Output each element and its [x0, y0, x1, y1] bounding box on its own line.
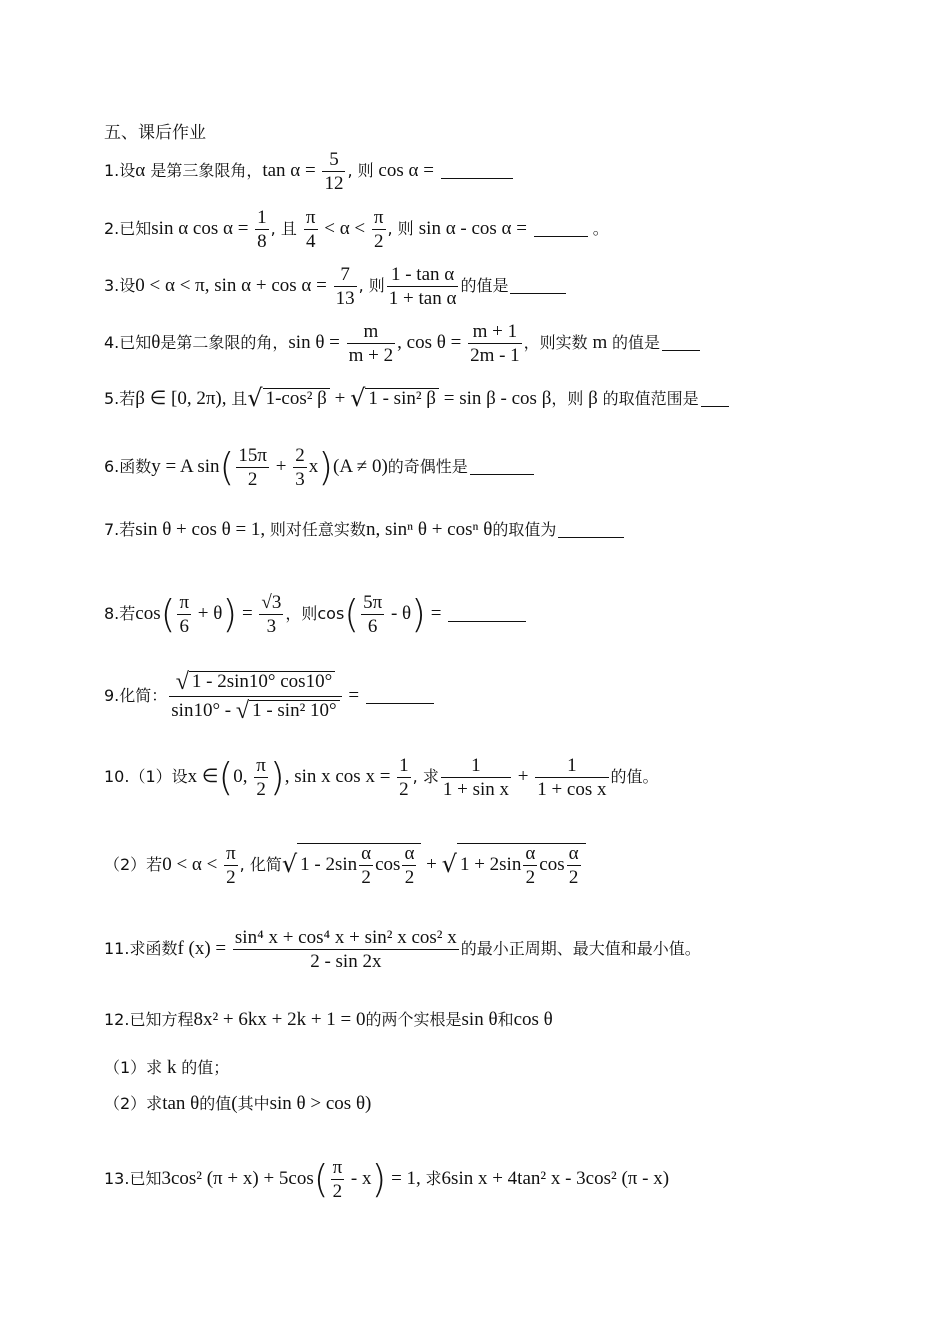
problem-label: 5.若 — [104, 389, 136, 408]
answer-blank[interactable] — [701, 405, 729, 407]
problem-7: 7.若sin θ + cos θ = 1, 则对任意实数n, sinⁿ θ + cosⁿ θ的取值为 — [104, 520, 904, 539]
problem-9: 9.化简： $\frac{√ 1 - 2\sin 10^\circ \cos 10^\circ}{\text{sin10° - √ 1 - sin² 10°}}$ = — [104, 670, 904, 723]
problem-label: 6.函数 — [104, 457, 152, 476]
problem-2: 2.已知sin α cos α = $\frac{1}{8}$ , 且 $\frac{\pi}{4}$ < α < $\frac{\pi}{2}$ , 则 sin α - cos α = 。 — [104, 207, 609, 252]
square-root: 1 - 2sin $\frac{\alpha}{2}$ cos $\frac{\alpha}{2}$ — [297, 843, 421, 887]
answer-blank[interactable] — [448, 620, 526, 622]
problem-label: 8.若 — [104, 604, 136, 623]
problem-label: 2.已知 — [104, 219, 152, 238]
problem-label: （1）求 — [104, 1058, 163, 1077]
problem-label: （2）求 — [104, 1094, 163, 1113]
square-root: 1 - sin² 10° — [249, 700, 340, 720]
square-root: 1 - sin² β — [365, 388, 439, 408]
answer-blank[interactable] — [558, 536, 624, 538]
problem-4: 4.已知θ是第二象限的角，sin θ = $\frac{m}{m + 2}$ , cos θ = $\frac{m + 1}{2m - 1}$ ，则实数 m 的值是 — [104, 322, 904, 365]
problem-11: 11.求函数f (x) = $\frac{\text{sin⁴ x + cos⁴ x + sin² x cos² x}}{2 - \sin 2x}$ 的最小正周期、最大值和最小值。 — [104, 927, 701, 972]
fraction: $\frac{5}{12}$ — [324, 149, 344, 194]
problem-label: 4.已知 — [104, 333, 152, 352]
section-heading: 五、课后作业 — [104, 123, 206, 143]
problem-label: 9.化简： — [104, 686, 168, 705]
problem-label: 7.若 — [104, 520, 136, 539]
answer-blank[interactable] — [470, 473, 534, 475]
problem-label: 10.（1）设 — [104, 767, 188, 786]
problem-12: 12.已知方程8x² + 6kx + 2k + 1 = 0的两个实根是sin θ和cos θ — [104, 1009, 553, 1030]
square-root: 1 + 2sin $\frac{\alpha}{2}$ cos $\frac{\alpha}{2}$ — [457, 843, 586, 887]
problem-label: 12.已知方程 — [104, 1010, 194, 1029]
square-root: 1-cos² β — [263, 388, 330, 408]
problem-10-part-2: （2）若0 < α < $\frac{\pi}{2}$ , 化简√ 1 - 2sin $\frac{\alpha}{2}$ cos $\frac{\alpha}{2}$ + √ 1 + 2sin $\frac{\alpha}{2}$ cos $\frac{\alpha}{2}$ — [104, 843, 904, 887]
problem-label: 1.设 — [104, 161, 136, 180]
problem-6: 6.函数y = A sin( $\frac{15\pi}{2}$ + $\frac{2}{3}$ x)(A ≠ 0)的奇偶性是 — [104, 446, 904, 489]
problem-12-part-1: （1）求 k 的值； — [104, 1057, 230, 1078]
problem-1: 1.设α 是第三象限角，tan α = $\frac{5}{12}$ , 则 cos α = — [104, 150, 904, 193]
problem-13: 13.已知3cos² (π + x) + 5cos( $\frac{\pi}{2}$ - x) = 1, 求6sin x + 4tan² x - 3cos² (π - x) — [104, 1157, 670, 1202]
answer-blank[interactable] — [534, 235, 588, 237]
problem-8: 8.若cos( $\frac{\pi}{6}$ + θ) = $\frac{√3}{3}$ ，则cos( $\frac{5\pi}{6}$ - θ) = — [104, 593, 904, 636]
answer-blank[interactable] — [441, 177, 513, 179]
problem-12-part-2: （2）求tan θ的值(其中sin θ > cos θ) — [104, 1093, 372, 1114]
problem-label: 11.求函数 — [104, 939, 178, 958]
answer-blank[interactable] — [510, 292, 566, 294]
problem-3: 3.设0 < α < π, sin α + cos α = $\frac{7}{13}$ , 则 $\frac{\text{1 - tan α}}{\text{1 + tan α}}$ 的值是 — [104, 265, 904, 308]
problem-5: 5.若β ∈ [0, 2π), 且√ 1-cos² β + √ 1 - sin² β = sin β - cos β，则 β 的取值范围是 — [104, 386, 904, 410]
answer-blank[interactable] — [662, 349, 700, 351]
problem-label: 3.设 — [104, 276, 136, 295]
answer-blank[interactable] — [366, 702, 434, 704]
problem-label: （2）若 — [104, 854, 163, 874]
problem-label: 13.已知 — [104, 1169, 162, 1188]
problem-10-part-1: 10.（1）设x ∈(0, $\frac{\pi}{2}$ ), sin x cos x = $\frac{1}{2}$ , 求 $\frac{1}{\text{1 + sin x}}$ + $\frac{1}{\text{1 + cos x}}$ 的值。 — [104, 755, 659, 800]
square-root: 1 - 2sin10° cos10° — [189, 671, 335, 691]
